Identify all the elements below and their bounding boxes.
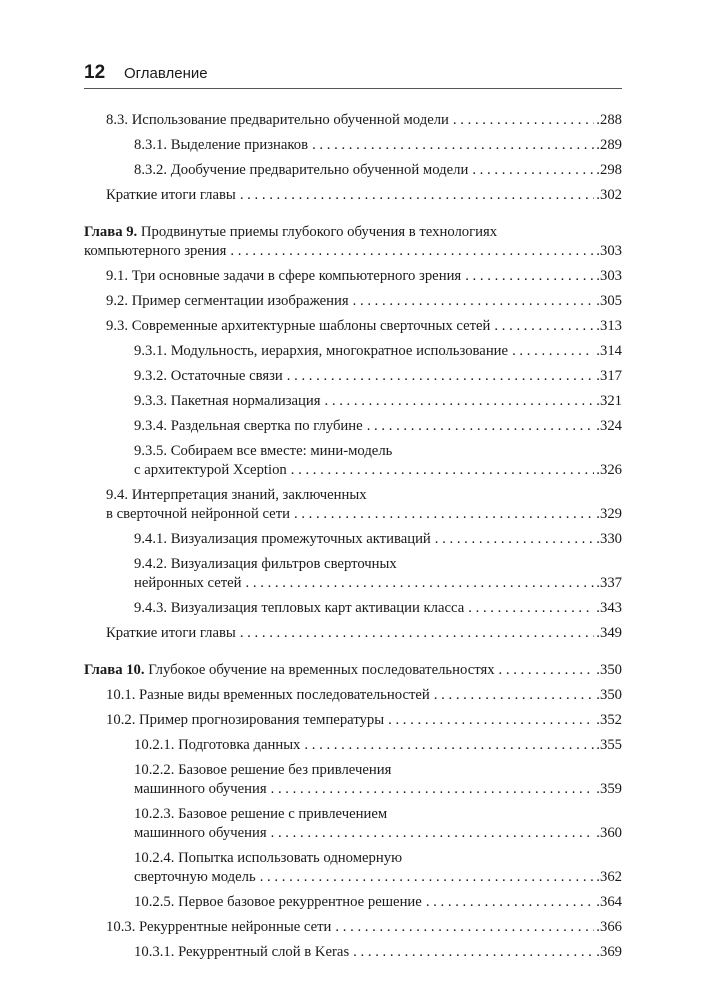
dot-leader bbox=[472, 161, 594, 180]
dot-leader bbox=[434, 686, 595, 705]
toc-entry-title: Краткие итоги главы bbox=[106, 187, 236, 203]
toc-page-number: .303 bbox=[596, 243, 622, 259]
toc-entry-title: 9.4. Интерпретация знаний, заключенных bbox=[106, 487, 367, 503]
toc-entry-line bbox=[134, 417, 622, 436]
toc-entry-line bbox=[134, 943, 622, 962]
toc-page-number: .350 bbox=[596, 662, 622, 678]
dot-leader bbox=[512, 342, 594, 361]
toc-entry-line bbox=[134, 367, 622, 386]
toc-entry-line bbox=[134, 868, 622, 887]
toc-entry-line bbox=[84, 223, 622, 242]
toc-entry-title: 9.4.1. Визуализация промежуточных активаций bbox=[134, 531, 431, 547]
toc-entry-line bbox=[134, 136, 622, 155]
dot-leader bbox=[312, 136, 594, 155]
toc-entry bbox=[84, 161, 622, 180]
toc-entry-line bbox=[134, 736, 622, 755]
toc-entry bbox=[84, 849, 622, 887]
toc-entry-line bbox=[134, 761, 622, 780]
toc-chapter bbox=[84, 223, 622, 261]
dot-leader bbox=[271, 780, 595, 799]
toc-entry-title: Глава 9. Продвинутые приемы глубокого обучения в технологиях bbox=[84, 224, 498, 240]
toc-entry-title: 10.3.1. Рекуррентный слой в Keras bbox=[134, 944, 350, 960]
toc-entry-title: 10.2. Пример прогнозирования температуры bbox=[106, 712, 385, 728]
dot-leader bbox=[260, 868, 595, 887]
toc-page-number: .317 bbox=[596, 368, 622, 384]
dot-leader bbox=[367, 417, 595, 436]
toc-page-number: .326 bbox=[596, 462, 622, 478]
toc-entry-title: 10.2.3. Базовое решение с привлечением bbox=[134, 806, 388, 822]
toc-entry bbox=[84, 442, 622, 480]
toc-page-number: .288 bbox=[596, 112, 622, 128]
toc-entry-title: с архитектурой Xception bbox=[134, 462, 287, 478]
toc-entry bbox=[84, 599, 622, 618]
toc-page-number: .364 bbox=[596, 894, 622, 910]
toc-entry-title: 9.2. Пример сегментации изображения bbox=[106, 293, 349, 309]
dot-leader bbox=[426, 893, 594, 912]
toc-entry bbox=[84, 686, 622, 705]
toc-page-number: .355 bbox=[596, 737, 622, 753]
toc-chapter bbox=[84, 661, 622, 680]
running-title: Оглавление bbox=[124, 65, 208, 82]
toc-entry bbox=[84, 417, 622, 436]
toc-page-number: .321 bbox=[596, 393, 622, 409]
toc-entry bbox=[84, 624, 622, 643]
toc-entry-title: 9.3.4. Раздельная свертка по глубине bbox=[134, 418, 363, 434]
toc-entry bbox=[84, 711, 622, 730]
toc-entry-title: 9.3.2. Остаточные связи bbox=[134, 368, 283, 384]
toc-page-number: .359 bbox=[596, 781, 622, 797]
toc-entry bbox=[84, 342, 622, 361]
toc-page-number: .303 bbox=[596, 268, 622, 284]
chapter-label: Глава 9. bbox=[84, 224, 138, 240]
toc-entry bbox=[84, 317, 622, 336]
page-number: 12 bbox=[84, 62, 106, 83]
toc-page-number: .324 bbox=[596, 418, 622, 434]
toc-entry-line bbox=[134, 824, 622, 843]
dot-leader bbox=[353, 943, 594, 962]
toc-entry bbox=[84, 367, 622, 386]
toc-entry-line bbox=[134, 161, 622, 180]
toc-entry bbox=[84, 805, 622, 843]
dot-leader bbox=[465, 267, 594, 286]
toc-entry bbox=[84, 761, 622, 799]
toc-page-number: .366 bbox=[596, 919, 622, 935]
dot-leader bbox=[353, 292, 595, 311]
toc-entry bbox=[84, 267, 622, 286]
toc-page-number: .298 bbox=[596, 162, 622, 178]
toc-entry-title: 10.1. Разные виды временных последовательностей bbox=[106, 687, 430, 703]
toc-entry-line bbox=[84, 661, 622, 680]
toc-entry bbox=[84, 136, 622, 155]
toc-entry-title: 9.3. Современные архитектурные шаблоны сверточных сетей bbox=[106, 318, 491, 334]
toc-page-number: .362 bbox=[596, 869, 622, 885]
dot-leader bbox=[304, 736, 594, 755]
toc-entry-title: 10.2.5. Первое базовое рекуррентное решение bbox=[134, 894, 422, 910]
toc-page-number: .337 bbox=[596, 575, 622, 591]
toc-entry-line bbox=[106, 918, 622, 937]
chapter-label: Глава 10. bbox=[84, 662, 145, 678]
dot-leader bbox=[246, 574, 595, 593]
toc-entry-line bbox=[134, 442, 622, 461]
dot-leader bbox=[453, 111, 594, 130]
toc-entry-line bbox=[106, 624, 622, 643]
toc-entry-title: машинного обучения bbox=[134, 781, 267, 797]
dot-leader bbox=[271, 824, 595, 843]
toc-page-number: .305 bbox=[596, 293, 622, 309]
toc-entry-line bbox=[134, 461, 622, 480]
toc-entry-line bbox=[106, 486, 622, 505]
toc-entry-title: 9.3.5. Собираем все вместе: мини-модель bbox=[134, 443, 393, 459]
dot-leader bbox=[291, 461, 595, 480]
toc-entry-title: компьютерного зрения bbox=[84, 243, 227, 259]
table-of-contents bbox=[84, 100, 622, 962]
toc-entry-title: 9.1. Три основные задачи в сфере компьютерного зрения bbox=[106, 268, 462, 284]
toc-entry-line bbox=[134, 805, 622, 824]
toc-page-number: .289 bbox=[596, 137, 622, 153]
dot-leader bbox=[240, 186, 594, 205]
toc-page-number: .313 bbox=[596, 318, 622, 334]
toc-entry-title: нейронных сетей bbox=[134, 575, 242, 591]
dot-leader bbox=[325, 392, 595, 411]
toc-entry-line bbox=[84, 242, 622, 261]
toc-entry bbox=[84, 918, 622, 937]
running-header bbox=[84, 62, 622, 89]
toc-entry-line bbox=[106, 711, 622, 730]
toc-entry-line bbox=[106, 292, 622, 311]
toc-page-number: .350 bbox=[596, 687, 622, 703]
dot-leader bbox=[287, 367, 595, 386]
dot-leader bbox=[468, 599, 594, 618]
dot-leader bbox=[494, 317, 594, 336]
toc-entry-line bbox=[134, 893, 622, 912]
toc-entry-line bbox=[134, 780, 622, 799]
toc-page-number: .329 bbox=[596, 506, 622, 522]
toc-page-number: .352 bbox=[596, 712, 622, 728]
toc-entry-line bbox=[134, 599, 622, 618]
toc-entry bbox=[84, 111, 622, 130]
toc-entry-title: 8.3.2. Дообучение предварительно обученной модели bbox=[134, 162, 469, 178]
toc-entry-title: 8.3.1. Выделение признаков bbox=[134, 137, 309, 153]
toc-entry bbox=[84, 292, 622, 311]
toc-page-number: .343 bbox=[596, 600, 622, 616]
toc-entry-title: 9.3.1. Модульность, иерархия, многократное использование bbox=[134, 343, 509, 359]
toc-page-number: .314 bbox=[596, 343, 622, 359]
toc-entry-title: машинного обучения bbox=[134, 825, 267, 841]
toc-entry-line bbox=[106, 111, 622, 130]
dot-leader bbox=[388, 711, 594, 730]
dot-leader bbox=[499, 661, 595, 680]
toc-entry-line bbox=[134, 530, 622, 549]
toc-entry-title: 9.4.2. Визуализация фильтров сверточных bbox=[134, 556, 397, 572]
dot-leader bbox=[294, 505, 594, 524]
toc-entry bbox=[84, 555, 622, 593]
toc-entry-title: 10.2.1. Подготовка данных bbox=[134, 737, 301, 753]
toc-entry bbox=[84, 943, 622, 962]
dot-leader bbox=[230, 242, 594, 261]
toc-entry-title: 10.3. Рекуррентные нейронные сети bbox=[106, 919, 332, 935]
toc-entry-title: в сверточной нейронной сети bbox=[106, 506, 290, 522]
dot-leader bbox=[435, 530, 595, 549]
toc-page-number: .349 bbox=[596, 625, 622, 641]
toc-entry-line bbox=[106, 686, 622, 705]
toc-entry-title: 10.2.2. Базовое решение без привлечения bbox=[134, 762, 392, 778]
toc-entry bbox=[84, 893, 622, 912]
dot-leader bbox=[335, 918, 594, 937]
toc-entry-title: сверточную модель bbox=[134, 869, 256, 885]
toc-entry-line bbox=[106, 186, 622, 205]
toc-page-number: .360 bbox=[596, 825, 622, 841]
toc-entry bbox=[84, 530, 622, 549]
toc-entry-title: 8.3. Использование предварительно обученной модели bbox=[106, 112, 449, 128]
toc-entry bbox=[84, 736, 622, 755]
toc-page-number: .302 bbox=[596, 187, 622, 203]
toc-entry-title: 9.3.3. Пакетная нормализация bbox=[134, 393, 321, 409]
toc-entry-line bbox=[134, 392, 622, 411]
toc-entry bbox=[84, 186, 622, 205]
toc-entry-title: 10.2.4. Попытка использовать одномерную bbox=[134, 850, 403, 866]
toc-entry-title: Глава 10. Глубокое обучение на временных последовательностях bbox=[84, 662, 495, 678]
toc-entry-line bbox=[134, 849, 622, 868]
toc-entry-line bbox=[134, 555, 622, 574]
toc-entry-line bbox=[106, 267, 622, 286]
toc-entry-line bbox=[134, 342, 622, 361]
toc-page-number: .330 bbox=[596, 531, 622, 547]
toc-page-number: .369 bbox=[596, 944, 622, 960]
dot-leader bbox=[240, 624, 594, 643]
toc-entry-title: Краткие итоги главы bbox=[106, 625, 236, 641]
toc-entry bbox=[84, 486, 622, 524]
toc-entry bbox=[84, 392, 622, 411]
toc-entry-title: 9.4.3. Визуализация тепловых карт активации класса bbox=[134, 600, 465, 616]
toc-entry-line bbox=[134, 574, 622, 593]
toc-entry-line bbox=[106, 505, 622, 524]
toc-entry-line bbox=[106, 317, 622, 336]
